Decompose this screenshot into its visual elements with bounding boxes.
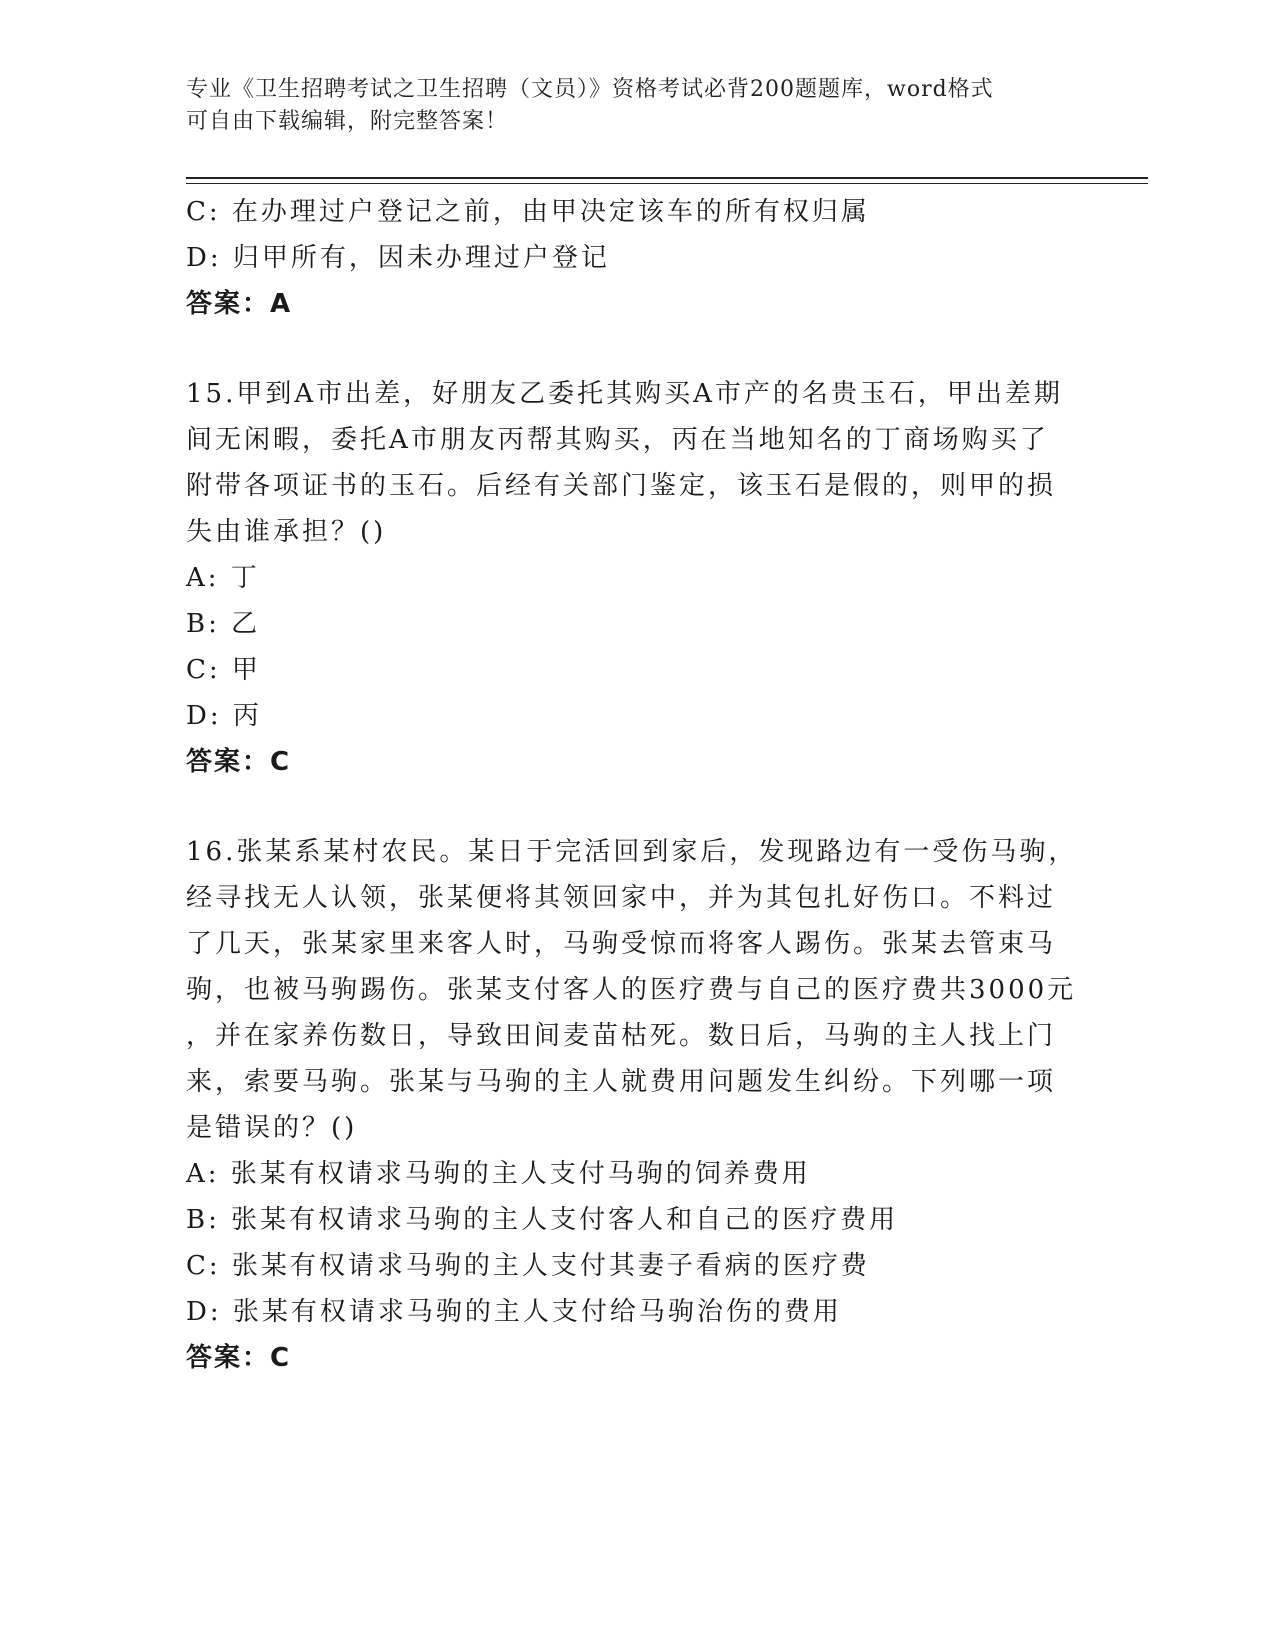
header-line-2: 可自由下载编辑，附完整答案！	[186, 109, 509, 134]
question-stem-line: 间无闲暇，委托A市朋友丙帮其购买，丙在当地知名的丁商场购买了	[186, 425, 1049, 455]
question-stem-line: 失由谁承担？()	[186, 517, 387, 547]
option-d: D: 归甲所有，因未办理过户登记	[186, 243, 610, 273]
option-c: C: 张某有权请求马驹的主人支付其妻子看病的医疗费	[186, 1251, 870, 1281]
option-a: A: 张某有权请求马驹的主人支付马驹的饲养费用	[186, 1159, 811, 1189]
previous-question-tail	[186, 189, 1086, 327]
question-stem-line: 是错误的？()	[186, 1113, 358, 1143]
option-d: D: 张某有权请求马驹的主人支付给马驹治伤的费用	[186, 1297, 842, 1327]
question-stem-line: 经寻找无人认领，张某便将其领回家中，并为其包扎好伤口。不料过	[186, 883, 1057, 913]
question-stem-line: 附带各项证书的玉石。后经有关部门鉴定，该玉石是假的，则甲的损	[186, 471, 1057, 501]
header-rule-thick	[186, 177, 1148, 179]
answer-line: 答案：C	[186, 1343, 292, 1373]
answer-line: 答案：C	[186, 747, 292, 777]
option-c: C: 在办理过户登记之前，由甲决定该车的所有权归属	[186, 197, 870, 227]
question-stem-line: 了几天，张某家里来客人时，马驹受惊而将客人踢伤。张某去管束马	[186, 929, 1057, 959]
question-stem-line: ，并在家养伤数日，导致田间麦苗枯死。数日后，马驹的主人找上门	[186, 1021, 1057, 1051]
option-d: D: 丙	[186, 701, 262, 731]
document-content	[186, 187, 1086, 1381]
document-header	[186, 74, 1066, 138]
option-b: B: 张某有权请求马驹的主人支付客人和自己的医疗费用	[186, 1205, 899, 1235]
answer-line: 答案：A	[186, 289, 293, 319]
question-stem-line: 来，索要马驹。张某与马驹的主人就费用问题发生纠纷。下列哪一项	[186, 1067, 1057, 1097]
option-c: C: 甲	[186, 655, 261, 685]
option-b: B: 乙	[186, 609, 261, 639]
question-16	[186, 829, 1086, 1381]
header-rule-thin	[186, 183, 1148, 184]
question-stem-line: 16.张某系某村农民。某日于完活回到家后，发现路边有一受伤马驹，	[186, 837, 1078, 867]
option-a: A: 丁	[186, 563, 260, 593]
question-stem-line: 15.甲到A市出差，好朋友乙委托其购买A市产的名贵玉石，甲出差期	[186, 379, 1063, 409]
question-stem-line: 驹，也被马驹踢伤。张某支付客人的医疗费与自己的医疗费共3000元	[186, 975, 1077, 1005]
question-15	[186, 371, 1086, 785]
header-line-1: 专业《卫生招聘考试之卫生招聘（文员）》资格考试必背200题题库，word格式	[186, 77, 994, 102]
